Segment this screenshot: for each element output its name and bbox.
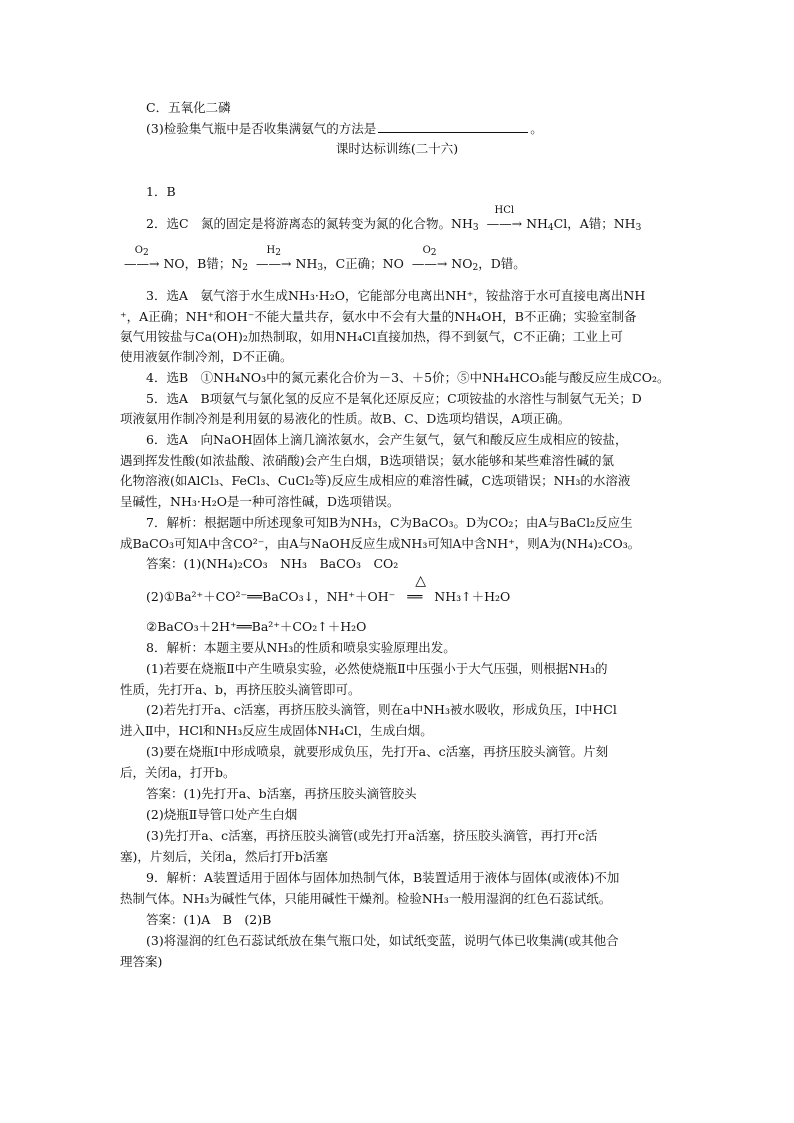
answer-8-line5: 进入Ⅱ中，HCl和NH₃反应生成固体NH₄Cl，生成白烟。: [120, 723, 433, 738]
answer-7-line2: 成BaCO₃可知A中含CO²⁻，由A与NaOH反应生成NH₃可知A中含NH⁺，则A为(NH₄)₂CO₃。: [120, 536, 641, 551]
answer-2-line1: [146, 205, 642, 236]
subscript: 2: [472, 263, 479, 273]
answer-3-line1: 3．选A 氨气溶于水生成NH₃·H₂O，它能部分电离出NH⁺，铵盐溶于水可直接电离出NH: [146, 288, 646, 303]
answer-8-line7: 后，关闭a，打开b。: [120, 765, 236, 780]
answer-7-key: 答案：(1)(NH₄)₂CO₃ NH₃ BaCO₃ CO₂: [146, 556, 399, 571]
a2-text-5: NH: [295, 256, 318, 271]
subscript: 2: [242, 263, 249, 273]
reaction-arrow: H2 ——→: [256, 245, 292, 271]
answer-5-line2: 项液氨用作制冷剂是利用氨的易液化的性质。故B、C、D选项均错误，A项正确。: [120, 411, 571, 426]
answer-8-key3-line1: (3)先打开a、c活塞，再挤压胶头滴管(或先打开a活塞，挤压胶头滴管，再打开c活: [146, 828, 598, 843]
answer-7-equation-2: ②BaCO₃＋2H⁺══Ba²⁺＋CO₂↑＋H₂O: [146, 619, 367, 634]
a2-text-8: ，D错。: [478, 256, 526, 271]
a2-text-4: NO，B错；N: [163, 256, 243, 271]
q3-prefix: (3)检验集气瓶中是否收集满氨气的方法是: [146, 121, 377, 136]
heating-arrow: △ ══: [407, 573, 427, 604]
arrow-label: HCl: [494, 205, 515, 216]
answer-6-line4: 呈碱性，NH₃·H₂O是一种可溶性碱，D选项错误。: [120, 494, 400, 509]
answer-5-line1: 5．选A B项氨气与氯化氢的反应不是氧化还原反应；C项铵盐的水溶性与制氨气无关；D: [146, 391, 642, 406]
answer-9-line2: 热制气体。NH₃为碱性气体，只能用碱性干燥剂。检验NH₃一般用湿润的红色石蕊试纸。: [120, 891, 612, 906]
eq1-left: (2)①Ba²⁺＋CO²⁻══BaCO₃↓，NH⁺＋OH⁻: [146, 589, 396, 604]
arrow-label: H2: [266, 245, 281, 258]
answer-3-line3: 氨气用铵盐与Ca(OH)₂加热制取，如用NH₄Cl直接加热，得不到氨气，C不正确；工业上可: [120, 329, 623, 344]
answer-9-key1: 答案：(1)A B (2)B: [146, 912, 272, 927]
subscript: 4: [547, 223, 554, 233]
eq1-right: NH₃↑＋H₂O: [434, 589, 511, 604]
a2-text-7: NO: [451, 256, 473, 271]
heat-triangle-icon: △: [415, 573, 427, 589]
answer-9-line1: 9．解析：A装置适用于固体与固体加热制气体，B装置适用于液体与固体(或液体)不加: [146, 870, 620, 885]
reaction-arrow: O2 ——→: [124, 245, 160, 271]
answer-8-key2: (2)烧瓶Ⅱ导管口处产生白烟: [146, 807, 298, 822]
arrow-label: O2: [134, 245, 149, 258]
answer-8-line3: 性质，先打开a、b，再挤压胶头滴管即可。: [120, 682, 361, 697]
answer-6-line3: 化物溶液(如AlCl₃、FeCl₃、CuCl₂等)反应生成相应的难溶性碱，C选项错误；NH₃的水溶液: [120, 473, 631, 488]
a2-text-6: ，C正确；NO: [323, 256, 404, 271]
answer-4: 4．选B ①NH₄NO₃中的氮元素化合价为－3、＋5价；⑤中NH₄HCO₃能与酸反应生成CO₂。: [146, 370, 670, 385]
answer-1: 1．B: [146, 184, 176, 199]
answer-8-key1: 答案：(1)先打开a、b活塞，再挤压胶头滴管胶头: [146, 786, 417, 801]
answer-8-line2: (1)若要在烧瓶Ⅱ中产生喷泉实验，必然使烧瓶Ⅱ中压强小于大气压强，则根据NH₃的: [146, 661, 608, 676]
answer-9-key2-line1: (3)将湿润的红色石蕊试纸放在集气瓶口处，如试纸变蓝，说明气体已收集满(或其他合: [146, 933, 619, 948]
q3-suffix: 。: [530, 121, 543, 136]
page-title: 课时达标训练(二十六): [335, 141, 459, 156]
answer-3-line2: ⁺，A正确；NH⁺和OH⁻不能大量共存，氨水中不会有大量的NH₄OH，B不正确；实验室制备: [120, 309, 637, 324]
answer-8-line6: (3)要在烧瓶Ⅰ中形成喷泉，就要形成负压，先打开a、c活塞，再挤压胶头滴管。片刻: [146, 744, 609, 759]
answer-8-line4: (2)若先打开a、c活塞，再挤压胶头滴管，则在a中NH₃被水吸收，形成负压，Ⅰ中HCl: [146, 702, 617, 717]
reaction-arrow: HCl ——→: [486, 205, 523, 231]
a2-text-2: NH: [526, 216, 548, 231]
answer-blank: [378, 120, 528, 133]
answer-6-line1: 6．选A 向NaOH固体上滴几滴浓氨水，会产生氨气，氨气和酸反应生成相应的铵盐，: [146, 432, 628, 447]
reaction-arrow: O2 ——→: [411, 245, 448, 271]
answer-8-key3-line2: 塞)，片刻后，关闭a，然后打开b活塞: [120, 849, 328, 864]
a2-text-3: Cl，A错；NH: [553, 216, 636, 231]
subscript: 3: [472, 223, 479, 233]
answer-3-line4: 使用液氨作制冷剂，D不正确。: [120, 349, 293, 364]
option-c: C．五氧化二磷: [146, 100, 231, 115]
answer-9-key2-line2: 理答案): [120, 954, 163, 969]
answer-6-line2: 遇到挥发性酸(如浓盐酸、浓硝酸)会产生白烟，B选项错误；氨水能够和某些难溶性碱的氯: [120, 453, 614, 468]
answer-7-line1: 7．解析：根据题中所述现象可知B为NH₃，C为BaCO₃。D为CO₂；由A与BaCl₂反应生: [146, 515, 633, 530]
question-3: [146, 120, 543, 137]
answer-2-line2: [120, 245, 526, 276]
subscript: 3: [635, 223, 642, 233]
subscript: 3: [317, 263, 324, 273]
a2-text-1: 2．选C 氮的固定是将游离态的氮转变为氮的化合物。NH: [146, 216, 473, 231]
arrow-label: O2: [422, 245, 437, 258]
answer-8-line1: 8．解析：本题主要从NH₃的性质和喷泉实验原理出发。: [146, 640, 456, 655]
answer-7-equation-1: [146, 573, 511, 605]
